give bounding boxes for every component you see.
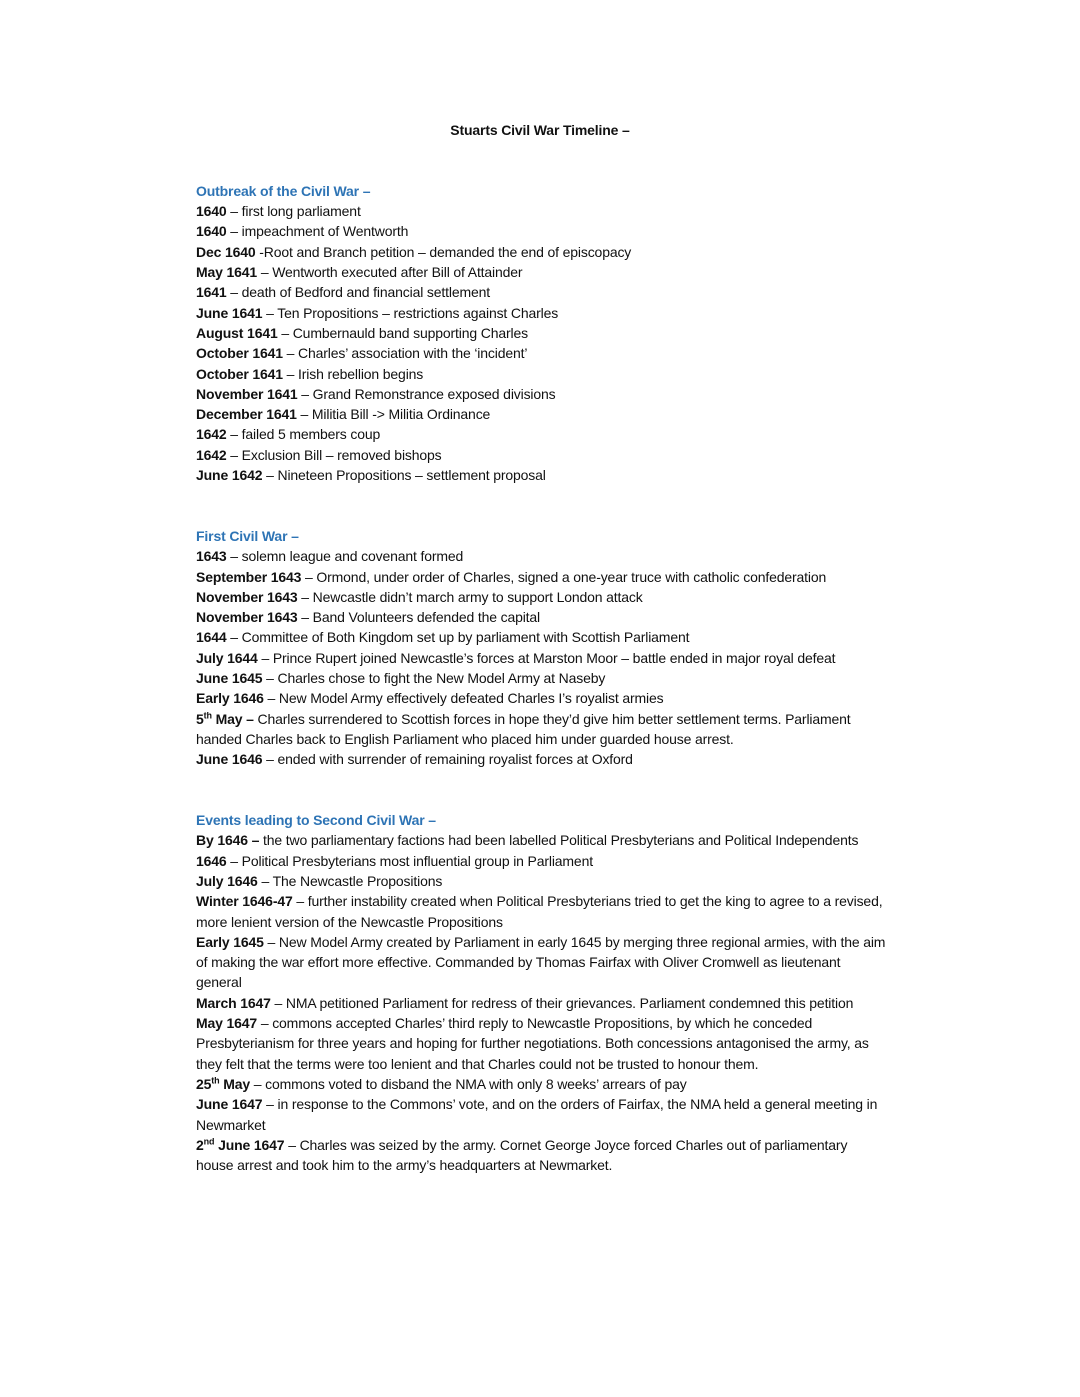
timeline-entry	[196, 830, 888, 850]
timeline-entry	[196, 587, 888, 607]
entry-date-main: 2	[196, 1136, 204, 1153]
timeline-entry	[196, 607, 888, 627]
entry-text: – death of Bedford and financial settlement	[226, 284, 491, 301]
entry-date	[196, 670, 262, 686]
entry-date-suffix: nd	[203, 1136, 215, 1147]
entry-date-main: 25	[196, 1075, 212, 1092]
entry-text: – impeachment of Wentworth	[226, 223, 409, 240]
entry-text: – Cumbernauld band supporting Charles	[277, 324, 528, 341]
document-page	[196, 120, 888, 1216]
entry-date-main: 1642	[196, 446, 227, 463]
entry-date-main: June 1642	[196, 467, 263, 484]
timeline-entry	[196, 282, 888, 302]
entry-date-main: Dec 1640	[196, 243, 256, 260]
entry-date	[196, 650, 258, 666]
entry-text: – New Model Army effectively defeated Charles I’s royalist armies	[263, 690, 664, 707]
entry-date-main: By 1646 –	[196, 832, 260, 849]
timeline-entry	[196, 749, 888, 769]
entry-text: – Nineteen Propositions – settlement proposal	[262, 467, 546, 484]
entry-date-suffix: th	[203, 709, 212, 720]
entry-text: -Root and Branch petition – demanded the end of episcopacy	[255, 243, 632, 260]
entry-date	[196, 690, 264, 706]
entry-date	[196, 751, 262, 767]
entry-date	[196, 345, 283, 361]
entry-text: – Band Volunteers defended the capital	[297, 609, 541, 626]
entry-date-main: 1640	[196, 223, 227, 240]
entry-date-main: June 1646	[196, 751, 263, 768]
entry-date	[196, 1096, 262, 1112]
entry-date	[196, 244, 256, 260]
entry-date-suffix: th	[211, 1075, 220, 1086]
timeline-section	[196, 526, 888, 770]
entry-date	[196, 853, 227, 869]
timeline-entry	[196, 567, 888, 587]
entry-date-main: 5	[196, 710, 204, 727]
entry-date	[196, 264, 257, 280]
entry-text: – Committee of Both Kingdom set up by parliament with Scottish Parliament	[226, 629, 690, 646]
timeline-section	[196, 181, 888, 485]
entry-date	[196, 995, 271, 1011]
entry-date	[196, 1137, 284, 1153]
entry-text: Charles surrendered to Scottish forces in hope they’d give him better settlement terms. Parliament handed Charles back to English Parliament who placed him under guarded house arrest.	[196, 710, 855, 747]
timeline-entry	[196, 424, 888, 444]
section-heading: Outbreak of the Civil War –	[196, 182, 371, 199]
entry-text: – New Model Army created by Parliament in early 1645 by merging three regional armies, with the aim of making the war effort more effective. Commanded by Thomas Fairfax with Oliver Cromwell as lieutenant general	[196, 933, 890, 991]
entry-date	[196, 447, 227, 463]
timeline-entry	[196, 871, 888, 891]
entry-date	[196, 203, 227, 219]
entry-text: – failed 5 members coup	[226, 426, 381, 443]
timeline-entry	[196, 648, 888, 668]
entry-text: – further instability created when Political Presbyterians tried to get the king to agree to a revised, more lenient version of the Newcastle Propositions	[196, 893, 887, 930]
timeline-entry	[196, 303, 888, 323]
entry-text: – Grand Remonstrance exposed divisions	[297, 385, 556, 402]
entry-date	[196, 366, 283, 382]
entry-date	[196, 893, 293, 909]
entry-date-main: Early 1646	[196, 690, 264, 707]
timeline-section	[196, 810, 888, 1175]
timeline-entry	[196, 221, 888, 241]
entry-text: – in response to the Commons’ vote, and on the orders of Fairfax, the NMA held a general meeting in Newmarket	[196, 1096, 881, 1133]
entry-date-rest: June 1647	[214, 1136, 285, 1153]
entry-date-main: 1640	[196, 203, 227, 220]
timeline-entry	[196, 404, 888, 424]
entry-text: – Charles was seized by the army. Cornet George Joyce forced Charles out of parliamentary house arrest and took him to the army’s headquarters at Newmarket.	[196, 1136, 852, 1174]
entry-date	[196, 305, 262, 321]
entry-text: – NMA petitioned Parliament for redress of their grievances. Parliament condemned this petition	[270, 994, 854, 1011]
entry-date	[196, 934, 264, 950]
entry-date	[196, 711, 254, 727]
entry-date	[196, 873, 258, 889]
timeline-entry	[196, 1013, 888, 1074]
entry-date-main: Winter 1646-47	[196, 893, 293, 910]
entry-date-main: June 1641	[196, 304, 263, 321]
entry-text: – Ten Propositions – restrictions against Charles	[262, 304, 559, 321]
timeline-entry	[196, 546, 888, 566]
entry-date-main: August 1641	[196, 324, 278, 341]
entry-date	[196, 569, 301, 585]
entry-date-main: June 1647	[196, 1096, 263, 1113]
entry-date-main: May 1647	[196, 1015, 258, 1032]
section-heading: First Civil War –	[196, 527, 299, 544]
entry-date-main: 1644	[196, 629, 227, 646]
entry-text: – Exclusion Bill – removed bishops	[226, 446, 442, 463]
timeline-entry	[196, 445, 888, 465]
timeline-entry	[196, 1135, 888, 1176]
entry-date	[196, 832, 259, 848]
entry-date-main: Early 1645	[196, 933, 264, 950]
entry-text: – commons accepted Charles’ third reply to Newcastle Propositions, by which he conceded Presbyterianism for three years and hoping for further negotiations. Both concessions antagonised the army, as they felt that the terms were too lenient and that Charles could not be trusted to honour them.	[196, 1015, 873, 1072]
entry-date-main: 1643	[196, 548, 227, 565]
entry-date-main: November 1643	[196, 609, 298, 626]
entry-text: – ended with surrender of remaining royalist forces at Oxford	[262, 751, 633, 768]
entry-text: – Political Presbyterians most influential group in Parliament	[226, 852, 593, 869]
timeline-entry	[196, 242, 888, 262]
timeline-entry	[196, 932, 888, 993]
entry-date-main: 1646	[196, 852, 227, 869]
timeline-entry	[196, 323, 888, 343]
entry-date-main: 1642	[196, 426, 227, 443]
entry-date-main: July 1646	[196, 872, 258, 889]
entry-text: – Wentworth executed after Bill of Attainder	[257, 264, 523, 281]
sections	[196, 181, 888, 1176]
entry-date-main: October 1641	[196, 345, 283, 362]
entry-date	[196, 629, 227, 645]
timeline-entry	[196, 364, 888, 384]
entry-date-main: 1641	[196, 284, 227, 301]
timeline-entry	[196, 384, 888, 404]
entry-text: – Ormond, under order of Charles, signed a one-year truce with catholic confederation	[301, 568, 827, 585]
timeline-entry	[196, 993, 888, 1013]
entry-date	[196, 386, 298, 402]
entry-text: – Newcastle didn’t march army to support London attack	[297, 588, 643, 605]
timeline-entry	[196, 851, 888, 871]
document-title: Stuarts Civil War Timeline –	[450, 122, 630, 138]
entry-date	[196, 467, 262, 483]
entry-date-main: September 1643	[196, 568, 302, 585]
entry-date	[196, 406, 297, 422]
timeline-entry	[196, 262, 888, 282]
entry-date-rest: May –	[211, 710, 254, 727]
entry-date	[196, 1076, 250, 1092]
timeline-entry	[196, 343, 888, 363]
entry-text: – Prince Rupert joined Newcastle’s forces at Marston Moor – battle ended in major royal defeat	[257, 649, 836, 666]
timeline-entry	[196, 627, 888, 647]
timeline-entry	[196, 1074, 888, 1094]
section-heading: Events leading to Second Civil War –	[196, 812, 436, 829]
entry-date-main: May 1641	[196, 264, 258, 281]
entry-date	[196, 426, 227, 442]
entry-date	[196, 325, 278, 341]
entry-date-main: November 1641	[196, 385, 298, 402]
timeline-entry	[196, 668, 888, 688]
timeline-entry	[196, 891, 888, 932]
entry-text: – Irish rebellion begins	[282, 365, 424, 382]
entry-text: – first long parliament	[226, 203, 361, 220]
entry-date	[196, 284, 227, 300]
timeline-entry	[196, 465, 888, 485]
entry-text: – Charles’ association with the ‘incident’	[282, 345, 528, 362]
entry-date	[196, 223, 227, 239]
timeline-entry	[196, 201, 888, 221]
entry-text: – commons voted to disband the NMA with only 8 weeks’ arrears of pay	[250, 1075, 687, 1092]
entry-text: – solemn league and covenant formed	[226, 548, 464, 565]
entry-date-main: March 1647	[196, 994, 271, 1011]
entry-text: – Charles chose to fight the New Model Army at Naseby	[262, 670, 606, 687]
entry-date-main: July 1644	[196, 649, 258, 666]
entry-date	[196, 1015, 257, 1031]
entry-date	[196, 548, 227, 564]
timeline-entry	[196, 1094, 888, 1135]
entry-date-main: December 1641	[196, 406, 297, 423]
entry-date	[196, 589, 298, 605]
entry-text: – Militia Bill -> Militia Ordinance	[296, 406, 491, 423]
entry-date-main: October 1641	[196, 365, 283, 382]
entry-text: – The Newcastle Propositions	[257, 872, 443, 889]
entry-date-main: November 1643	[196, 588, 298, 605]
entry-date-main: June 1645	[196, 670, 263, 687]
entry-date	[196, 609, 298, 625]
entry-date-rest: May	[219, 1075, 251, 1092]
timeline-entry	[196, 688, 888, 708]
entry-text: the two parliamentary factions had been labelled Political Presbyterians and Political Independents	[259, 832, 859, 849]
timeline-entry	[196, 709, 888, 750]
